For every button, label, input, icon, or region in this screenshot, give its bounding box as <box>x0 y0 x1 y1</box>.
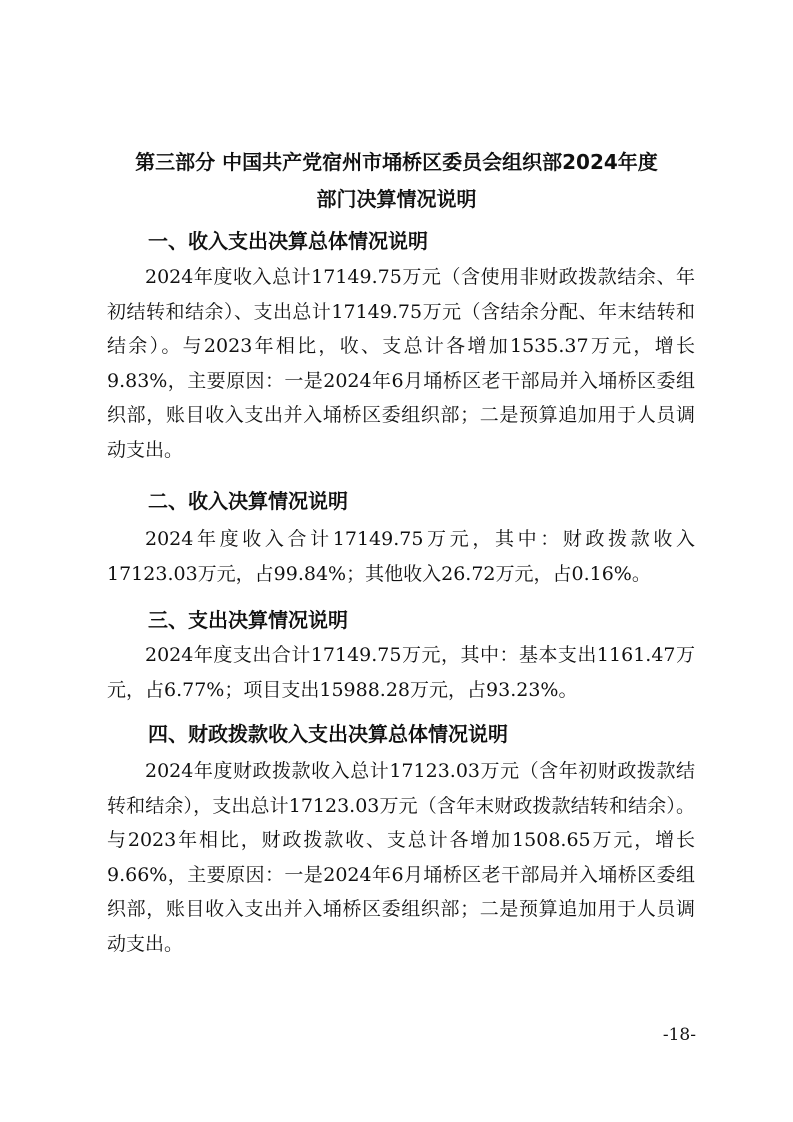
section-body-4: 2024年度财政拨款收入总计17123.03万元（含年初财政拨款结转和结余），支出总计17123.03万元（含年末财政拨款结转和结余）。与2023年相比，财政拨款收、支总计各增加1508.65万元，增长9.66%，主要原因：一是2024年6月埇桥区老干部局并入埇桥区委组织部，账目收入支出并入埇桥区委组织部；二是预算追加用于人员调动支出。 <box>107 760 695 955</box>
section-heading-4: 四、财政拨款收入支出决算总体情况说明 <box>148 722 508 746</box>
section-body-3: 2024年度支出合计17149.75万元，其中：基本支出1161.47万元，占6.77%；项目支出15988.28万元，占93.23%。 <box>107 644 695 701</box>
section-heading-1: 一、收入支出决算总体情况说明 <box>148 229 428 253</box>
section-body-1: 2024年度收入总计17149.75万元（含使用非财政拨款结余、年初结转和结余）、支出总计17149.75万元（含结余分配、年末结转和结余）。与2023年相比，收、支总计各增加1535.37万元，增长9.83%，主要原因：一是2024年6月埇桥区老干部局并入埇桥区委组织部，账目收入支出并入埇桥区委组织部；二是预算追加用于人员调动支出。 <box>107 266 695 461</box>
section-heading-3: 三、支出决算情况说明 <box>148 608 348 632</box>
document-title-line-1: 第三部分 中国共产党宿州市埇桥区委员会组织部2024年度 <box>135 150 658 174</box>
section-heading-2: 二、收入决算情况说明 <box>148 489 348 513</box>
section-body-2: 2024年度收入合计17149.75万元，其中：财政拨款收入17123.03万元，占99.84%；其他收入26.72万元，占0.16%。 <box>107 528 695 585</box>
page-number: -18- <box>662 1025 696 1045</box>
document-title-line-2: 部门决算情况说明 <box>316 187 477 211</box>
